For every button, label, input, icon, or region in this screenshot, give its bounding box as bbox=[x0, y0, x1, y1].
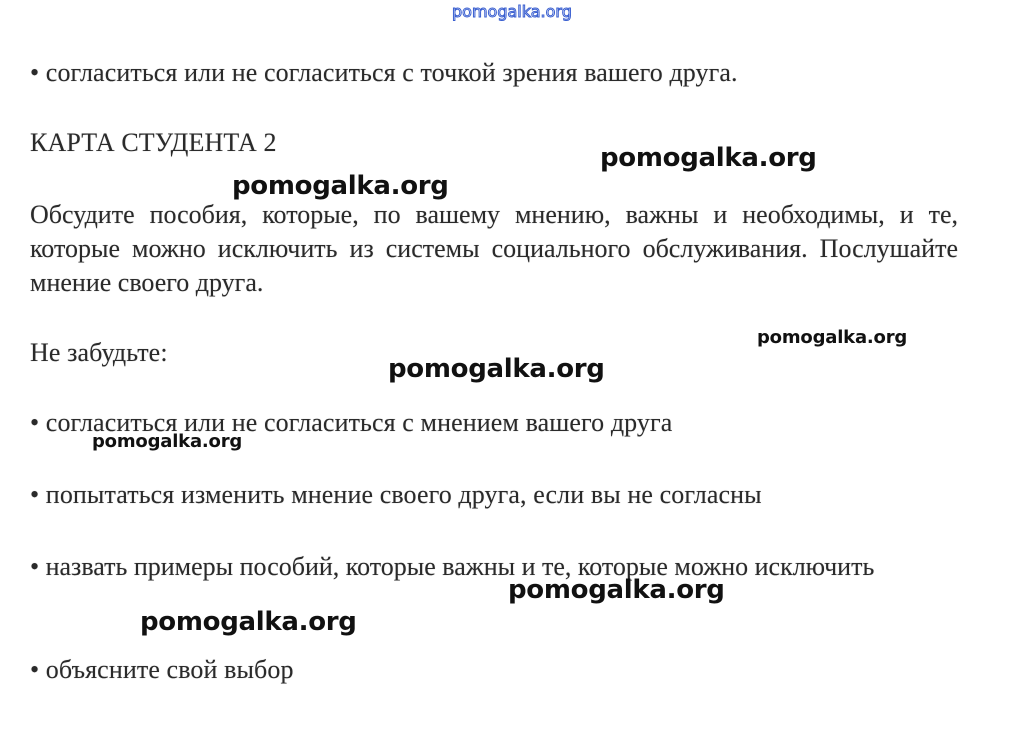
watermark-right-large: pomogalka.org bbox=[600, 143, 817, 173]
bullet-name-examples: • назвать примеры пособий, которые важны и те, которые можно исключить bbox=[30, 552, 875, 581]
intro-paragraph: Обсудите пособия, которые, по вашему мнению, важны и необходимы, и те, которые можно исключить из системы социального обслуживания. Послушайте мнение своего друга. bbox=[30, 200, 958, 297]
card-title: КАРТА СТУДЕНТА 2 bbox=[30, 128, 277, 157]
watermark-left-small: pomogalka.org bbox=[92, 431, 243, 452]
bullet-agree-opinion: • согласиться или не согласиться с мнением вашего друга bbox=[30, 408, 673, 437]
reminder-heading: Не забудьте: bbox=[30, 338, 168, 367]
watermark-right-small: pomogalka.org bbox=[757, 327, 908, 348]
watermark-lower-left-large: pomogalka.org bbox=[140, 607, 357, 637]
watermark-left-large: pomogalka.org bbox=[232, 171, 449, 201]
top-watermark: pomogalka.org bbox=[452, 2, 572, 21]
bullet-agree-view: • согласиться или не согласиться с точкой зрения вашего друга. bbox=[30, 58, 738, 87]
bullet-explain-choice: • объясните свой выбор bbox=[30, 655, 294, 684]
watermark-lower-right-large: pomogalka.org bbox=[508, 575, 725, 605]
bullet-change-opinion: • попытаться изменить мнение своего друга, если вы не согласны bbox=[30, 480, 762, 509]
watermark-center-large: pomogalka.org bbox=[388, 354, 605, 384]
